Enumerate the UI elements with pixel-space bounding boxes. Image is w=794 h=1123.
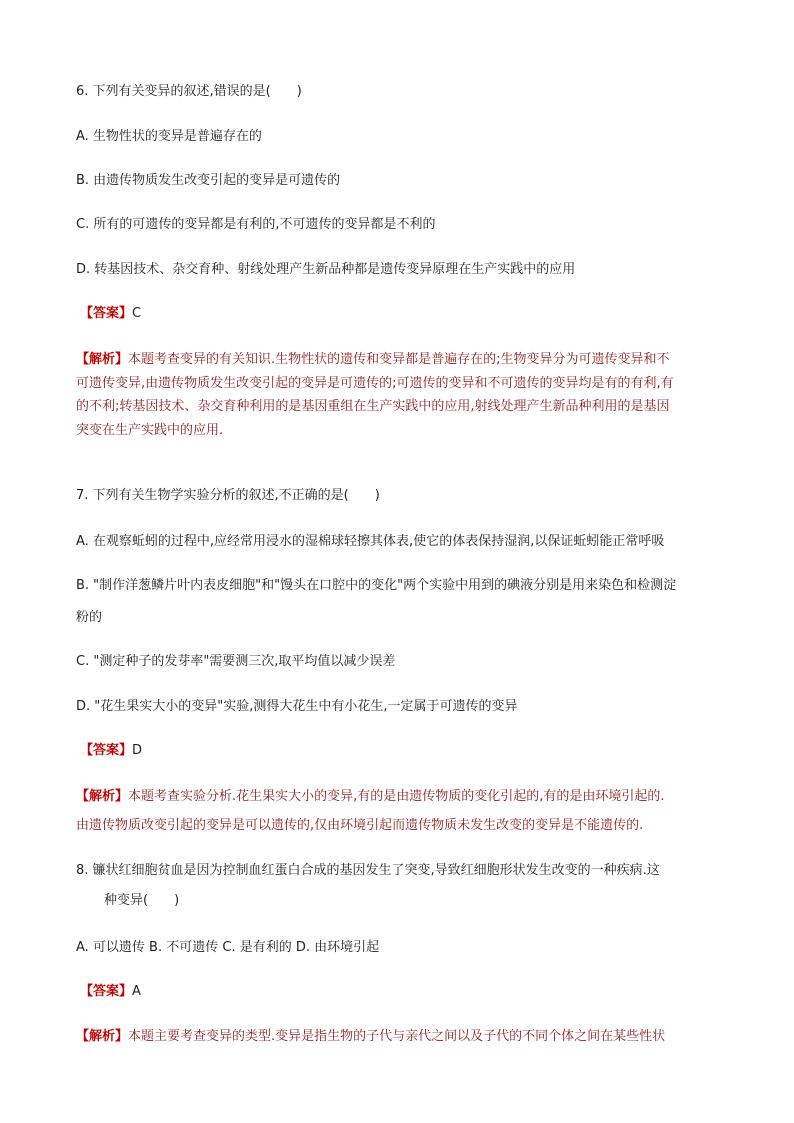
q8-analysis-text-1: 本题主要考查变异的类型.变异是指生物的子代与亲代之间以及子代的不同个体之间在某些性状 <box>128 1029 666 1044</box>
q6-stem: 6. 下列有关变异的叙述,错误的是( ) <box>76 84 302 99</box>
q8-stem-line-2: 种变异( ) <box>104 893 180 908</box>
q7-answer-label: 【答案】 <box>80 743 133 758</box>
q8-answer <box>76 983 724 1001</box>
q6-analysis-line-3: 的不利;转基因技术、杂交育种利用的是基因重组在生产实践中的应用,射线处理产生新品种利用的是基因 <box>76 399 670 414</box>
q6-analysis-label: 【解析】 <box>76 352 129 367</box>
q8-analysis-line-1 <box>76 1028 724 1046</box>
q8-stem-line-1: 8. 镰状红细胞贫血是因为控制血红蛋白合成的基因发生了突变,导致红细胞形状发生改变的一种疾病.这 <box>76 863 660 878</box>
q8-analysis-label: 【解析】 <box>76 1029 129 1044</box>
q6-analysis-line-1 <box>76 351 724 369</box>
q8-options: A. 可以遗传 B. 不可遗传 C. 是有利的 D. 由环境引起 <box>76 940 380 955</box>
q7-answer <box>76 742 724 760</box>
q6-answer-value: C <box>132 306 142 321</box>
q6-analysis-line-4: 突变在生产实践中的应用. <box>76 423 224 438</box>
q7-analysis-line-1 <box>76 788 724 806</box>
q8-answer-label: 【答案】 <box>80 984 133 999</box>
q7-option-c: C. "测定种子的发芽率"需要测三次,取平均值以减少误差 <box>76 654 396 669</box>
q7-option-b: B. "制作洋葱鳞片叶内表皮细胞"和"馒头在口腔中的变化"两个实验中用到的碘液分别是用来染色和检测淀 <box>76 578 677 593</box>
q6-option-a: A. 生物性状的变异是普遍存在的 <box>76 129 262 144</box>
q7-stem: 7. 下列有关生物学实验分析的叙述,不正确的是( ) <box>76 488 380 503</box>
q6-option-d: D. 转基因技术、杂交育种、射线处理产生新品种都是遗传变异原理在生产实践中的应用 <box>76 262 576 277</box>
q7-analysis-label: 【解析】 <box>76 789 129 804</box>
q7-analysis-line-2: 由遗传物质改变引起的变异是可以遗传的,仅由环境引起而遗传物质未发生改变的变异是不能遗传的. <box>76 818 644 833</box>
q7-option-d: D. "花生果实大小的变异"实验,测得大花生中有小花生,一定属于可遗传的变异 <box>76 699 518 714</box>
q6-option-c: C. 所有的可遗传的变异都是有利的,不可遗传的变异都是不利的 <box>76 217 436 232</box>
q7-option-a: A. 在观察蚯蚓的过程中,应经常用浸水的湿棉球轻擦其体表,使它的体表保持湿润,以保证蚯蚓能正常呼吸 <box>76 534 665 549</box>
q6-analysis-text-1: 本题考查变异的有关知识.生物性状的遗传和变异都是普遍存在的;生物变异分为可遗传变异和不 <box>128 352 670 367</box>
q6-analysis-line-2: 可遗传变异,由遗传物质发生改变引起的变异是可遗传的;可遗传的变异和不可遗传的变异均是有的有利,有 <box>76 376 674 391</box>
q7-option-b-cont: 粉的 <box>76 610 103 625</box>
q6-option-b: B. 由遗传物质发生改变引起的变异是可遗传的 <box>76 173 341 188</box>
q6-answer <box>76 305 724 323</box>
q7-answer-value: D <box>132 743 143 758</box>
q8-answer-value: A <box>132 984 141 999</box>
q6-answer-label: 【答案】 <box>80 306 133 321</box>
q7-analysis-text-1: 本题考查实验分析.花生果实大小的变异,有的是由遗传物质的变化引起的,有的是由环境引起的. <box>128 789 665 804</box>
